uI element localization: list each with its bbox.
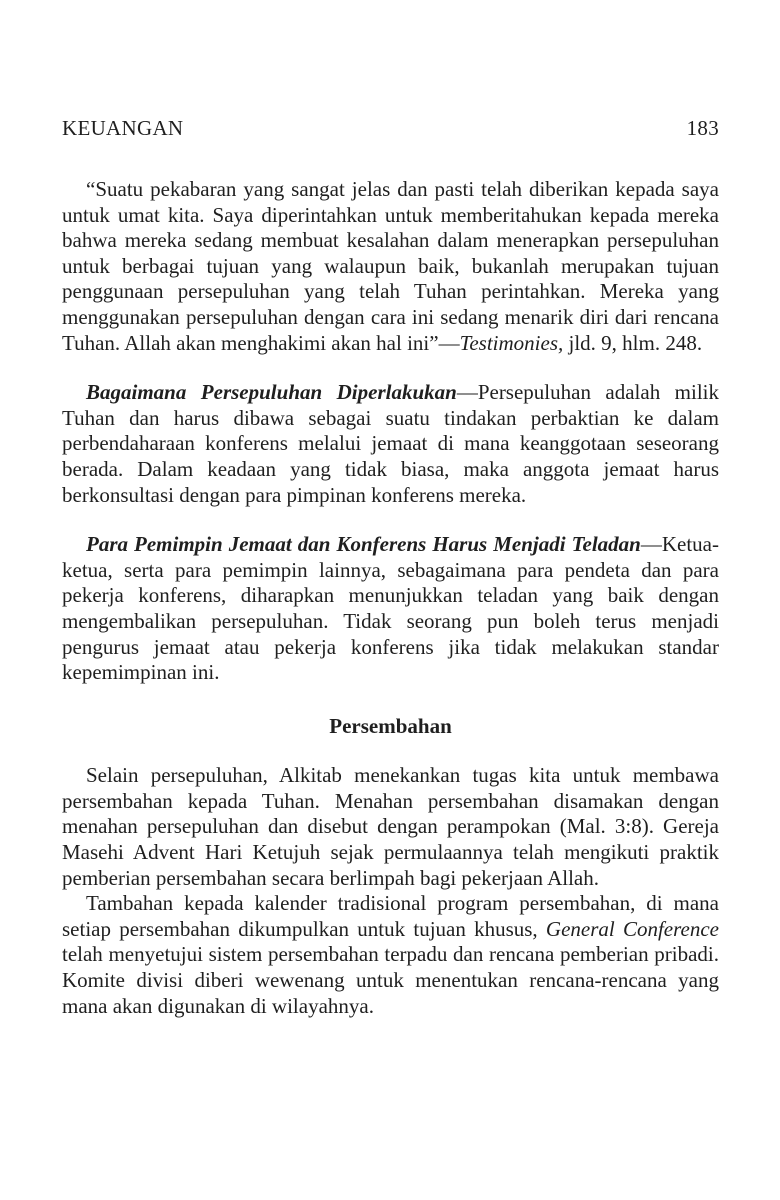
running-header — [62, 116, 719, 141]
offerings-p2-end: telah menyetujui sistem persembahan terpadu dan rencana pemberian pribadi. Komite divisi diberi wewenang untuk menentukan rencana-rencana yang mana akan digunakan di wilayahnya. — [62, 942, 719, 1018]
tithe-paragraph — [62, 380, 719, 508]
tithe-body: —Persepuluhan adalah milik Tuhan dan harus dibawa sebagai suatu tindakan perbaktian ke dalam perbendaharaan konferens melalui jemaat di mana keanggotaan seseorang berada. Dalam keadaan yang tidak biasa, maka anggota jemaat harus berkonsultasi dengan para pimpinan konferens mereka. — [62, 380, 719, 507]
leaders-body: —Ketua-ketua, serta para pemimpin lainnya, sebagaimana para pendeta dan para pekerja konferens, diharapkan menunjukkan teladan yang baik dengan mengembalikan persepuluhan. Tidak seorang pun boleh terus menjadi pengurus jemaat atau pekerja konferens jika tidak melakukan standar kepemimpinan ini. — [62, 532, 719, 685]
page-body — [62, 177, 719, 1019]
offerings-paragraph-1: Selain persepuluhan, Alkitab menekankan tugas kita untuk membawa persembahan kepada Tuhan. Menahan persembahan disamakan dengan menahan persepuluhan dan disebut dengan perampokan (Mal. 3:8). Gereja Masehi Advent Hari Ketujuh sejak permulaannya telah mengikuti praktik pemberian persembahan secara berlimpah bagi pekerjaan Allah. — [62, 763, 719, 890]
offerings-p2-start: Tambahan kepada kalender tradisional program persembahan, di mana setiap persembahan dikumpulkan untuk tujuan khusus, — [62, 891, 719, 941]
quote-source-title: Testimonies, — [459, 330, 564, 355]
offerings-paragraph-2 — [62, 891, 719, 1019]
quote-text: “Suatu pekabaran yang sangat jelas dan pasti telah diberikan kepada saya untuk umat kita. Saya diperintahkan untuk memberitahukan kepada mereka bahwa mereka sedang membuat kesalahan dalam menerapkan persepuluhan untuk berbagai tujuan yang walaupun baik, bukanlah merupakan tujuan penggunaan persepuluhan yang telah Tuhan perintahkan. Mereka yang menggunakan persepuluhan dengan cara ini sedang menarik diri dari rencana Tuhan. Allah akan menghakimi akan hal ini”— — [62, 177, 719, 355]
leaders-heading: Para Pemimpin Jemaat dan Konferens Harus Menjadi Teladan — [86, 532, 641, 557]
section-title-offerings: Persembahan — [329, 713, 452, 738]
quote-paragraph — [62, 177, 719, 356]
running-title: KEUANGAN — [62, 116, 184, 140]
quote-source-ref: jld. 9, hlm. 248. — [563, 330, 703, 355]
offerings-p2-italic: General Conference — [545, 916, 719, 941]
page-number: 183 — [686, 116, 719, 140]
tithe-heading: Bagaimana Persepuluhan Diperlakukan — [86, 380, 457, 405]
leaders-paragraph — [62, 532, 719, 686]
